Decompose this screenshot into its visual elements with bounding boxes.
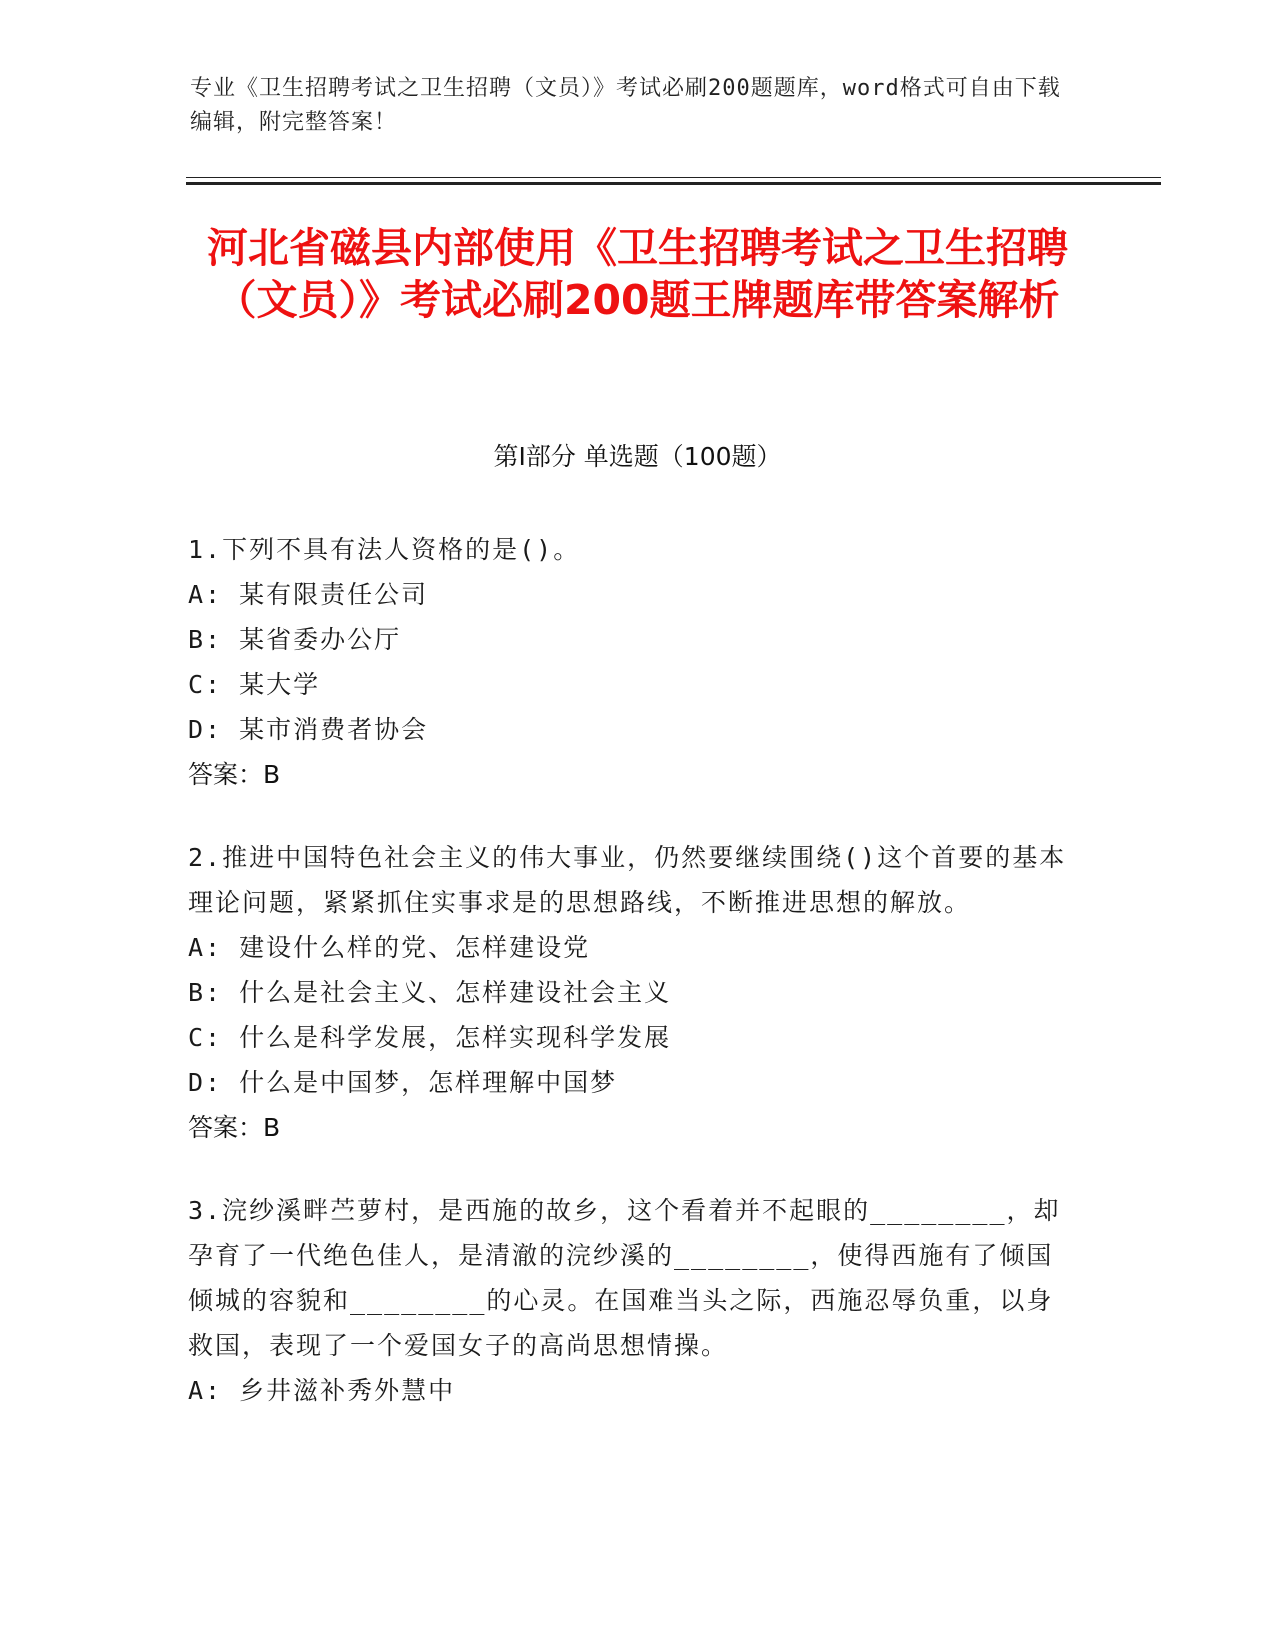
question-stem: 1.下列不具有法人资格的是()。: [188, 535, 581, 564]
document-title: 河北省磁县内部使用《卫生招聘考试之卫生招聘（文员）》考试必刷200题王牌题库带答案解析: [207, 224, 1068, 324]
question-list: [188, 527, 1068, 1451]
header-divider-thick: [186, 182, 1161, 185]
option-a: A: 建设什么样的党、怎样建设党: [188, 933, 591, 962]
question-1: [188, 527, 1068, 797]
header-divider-thin: [186, 177, 1161, 178]
option-d: D: 某市消费者协会: [188, 715, 429, 744]
option-a: A: 某有限责任公司: [188, 580, 429, 609]
question-stem: 3.浣纱溪畔苎萝村，是西施的故乡，这个看着并不起眼的________，却孕育了一代绝色佳人，是清澈的浣纱溪的________，使得西施有了倾国倾城的容貌和________的心灵。在国难当头之际，西施忍辱负重，以身救国，表现了一个爱国女子的高尚思想情操。: [188, 1196, 1061, 1360]
question-3: [188, 1188, 1068, 1413]
question-stem: 2.推进中国特色社会主义的伟大事业，仍然要继续围绕()这个首要的基本理论问题，紧紧抓住实事求是的思想路线，不断推进思想的解放。: [188, 843, 1067, 917]
option-c: C: 某大学: [188, 670, 321, 699]
option-d: D: 什么是中国梦，怎样理解中国梦: [188, 1068, 618, 1097]
answer-line: 答案：B: [188, 1113, 281, 1142]
option-c: C: 什么是科学发展，怎样实现科学发展: [188, 1023, 672, 1052]
header-note: 专业《卫生招聘考试之卫生招聘（文员）》考试必刷200题题库，word格式可自由下载编辑，附完整答案！: [190, 76, 1061, 135]
question-2: [188, 835, 1068, 1150]
answer-line: 答案：B: [188, 760, 281, 789]
option-b: B: 什么是社会主义、怎样建设社会主义: [188, 978, 672, 1007]
option-b: B: 某省委办公厅: [188, 625, 402, 654]
section-title: 第Ⅰ部分 单选题（100题）: [493, 442, 782, 471]
option-a: A: 乡井滋补秀外慧中: [188, 1376, 456, 1405]
